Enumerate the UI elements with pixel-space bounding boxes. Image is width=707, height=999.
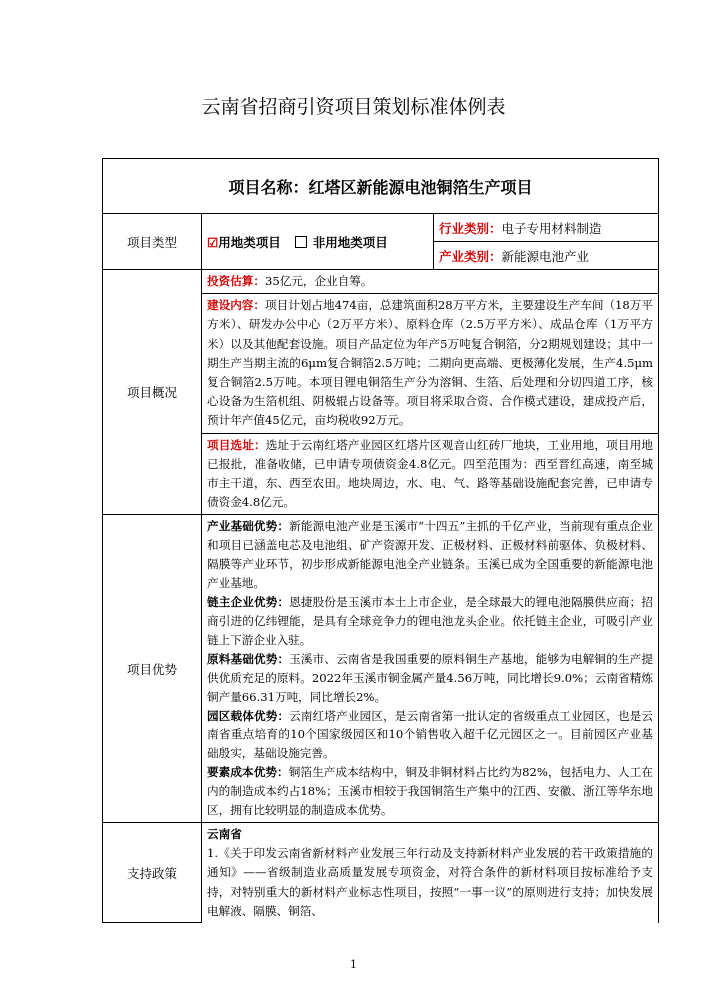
policy-heading: 云南省 <box>207 826 242 841</box>
page-number: 1 <box>350 958 357 971</box>
investment-estimate <box>202 270 659 294</box>
checked-box-icon: ☑ <box>207 234 219 250</box>
overview-label: 项目概况 <box>103 270 202 515</box>
construction-content <box>202 294 659 433</box>
land-type-options <box>202 214 434 270</box>
unchecked-box-icon <box>295 236 307 248</box>
policy-content <box>202 822 659 923</box>
project-name: 项目名称：红塔区新能源电池铜箔生产项目 <box>103 159 659 214</box>
advantages-content <box>202 515 659 823</box>
advantage-item: 产业基础优势：新能源电池产业是玉溪市“十四五”主抓的千亿产业，当前现有重点企业和项目已涵盖电芯及电池组、矿产资源开发、正极材料、正极材料前驱体、负极材料、隔膜等产业环节，初步形成新能源电池全产业链条。玉溪已成为全国重要的新能源电池产业基地。 <box>207 519 653 591</box>
sector-category <box>434 242 659 270</box>
document-title: 云南省招商引资项目策划标准体例表 <box>201 96 506 118</box>
site-label: 项目选址： <box>207 437 266 452</box>
advantages-label: 项目优势 <box>103 515 202 823</box>
construction-label: 建设内容： <box>207 298 265 313</box>
advantage-item: 园区载体优势：云南红塔产业园区，是云南省第一批认定的省级重点工业园区，也是云南省重点培育的10个国家级园区和10个销售收入超千亿元园区之一。目前园区产业基础殷实，基础设施完善。 <box>207 708 653 761</box>
advantage-item: 原料基础优势：玉溪市、云南省是我国重要的原料铜生产基地，能够为电解铜的生产提供优质充足的原料。2022年玉溪市铜金属产量4.56万吨，同比增长9.0%；云南省精炼铜产量66.31万吨，同比增长2%。 <box>207 651 653 704</box>
advantage-item: 链主企业优势：恩捷股份是玉溪市本土上市企业，是全球最大的锂电池隔膜供应商；招商引进的亿纬锂能，是具有全球竞争力的锂电池龙头企业。依托链主企业，可吸引产业链上下游企业入驻。 <box>207 595 653 647</box>
policy-label: 支持政策 <box>103 822 202 923</box>
non-land-use-option: 非用地类项目 <box>312 234 388 250</box>
construction-text: 项目计划占地474亩，总建筑面积28万平方米，主要建设生产车间（18万平方米）、研发办公中心（2万平方米）、原料仓库（2.5万平方米）、成品仓库（1万平方米）以及其他配套设施。项目产品定位为年产5万吨复合铜箔，分2期规划建设；其中一期生产当期主流的6μm复合铜箔2.5万吨；二期向更高端、更极薄化发展，生产4.5μm复合铜箔2.5万吨。本项目锂电铜箔生产分为溶铜、生箔、后处理和分切四道工序，核心设备为生箔机组、阴极辊占设备等。项目将采取合资、合作模式建设，建成投产后，预计年产值45亿元，亩均税收92万元。 <box>207 298 653 428</box>
policy-text: 1.《关于印发云南省新材料产业发展三年行动及支持新材料产业发展的若干政策措施的通知》——省级制造业高质量发展专项资金，对符合条件的新材料项目按标准给予支持，对特别重大的新材料产业标志性项目，按照“一事一议”的原则进行支持；加快发展电解液、隔膜、铜箔、 <box>207 846 653 918</box>
industry-value: 电子专用材料制造 <box>501 220 602 236</box>
land-use-option: 用地类项目 <box>218 234 281 250</box>
project-site <box>202 433 659 515</box>
sector-label: 产业类别： <box>439 248 502 264</box>
industry-label: 行业类别： <box>439 220 502 236</box>
project-table <box>102 158 658 923</box>
advantage-item: 要素成本优势：铜箔生产成本结构中，铜及非铜材料占比约为82%，包括电力、人工在内的制造成本约占18%；玉溪市相较于我国铜箔生产集中的江西、安徽、浙江等华东地区，拥有比较明显的制造成本优势。 <box>207 765 653 818</box>
site-text: 选址于云南红塔产业园区红塔片区观音山红砖厂地块，工业用地，项目用地已报批，准备收储，已申请专项债资金4.8亿元。四至范围为：西至晋红高速，南至城市主干道，东、西至农田。地块周边，水、电、气、路等基础设施配套完善，已申请专债资金4.8亿元。 <box>207 437 653 510</box>
investment-text: 35亿元，企业自筹。 <box>264 274 373 288</box>
investment-label: 投资估算： <box>207 274 265 288</box>
project-type-label: 项目类型 <box>103 214 202 270</box>
industry-category <box>434 214 659 242</box>
sector-value: 新能源电池产业 <box>501 248 590 264</box>
